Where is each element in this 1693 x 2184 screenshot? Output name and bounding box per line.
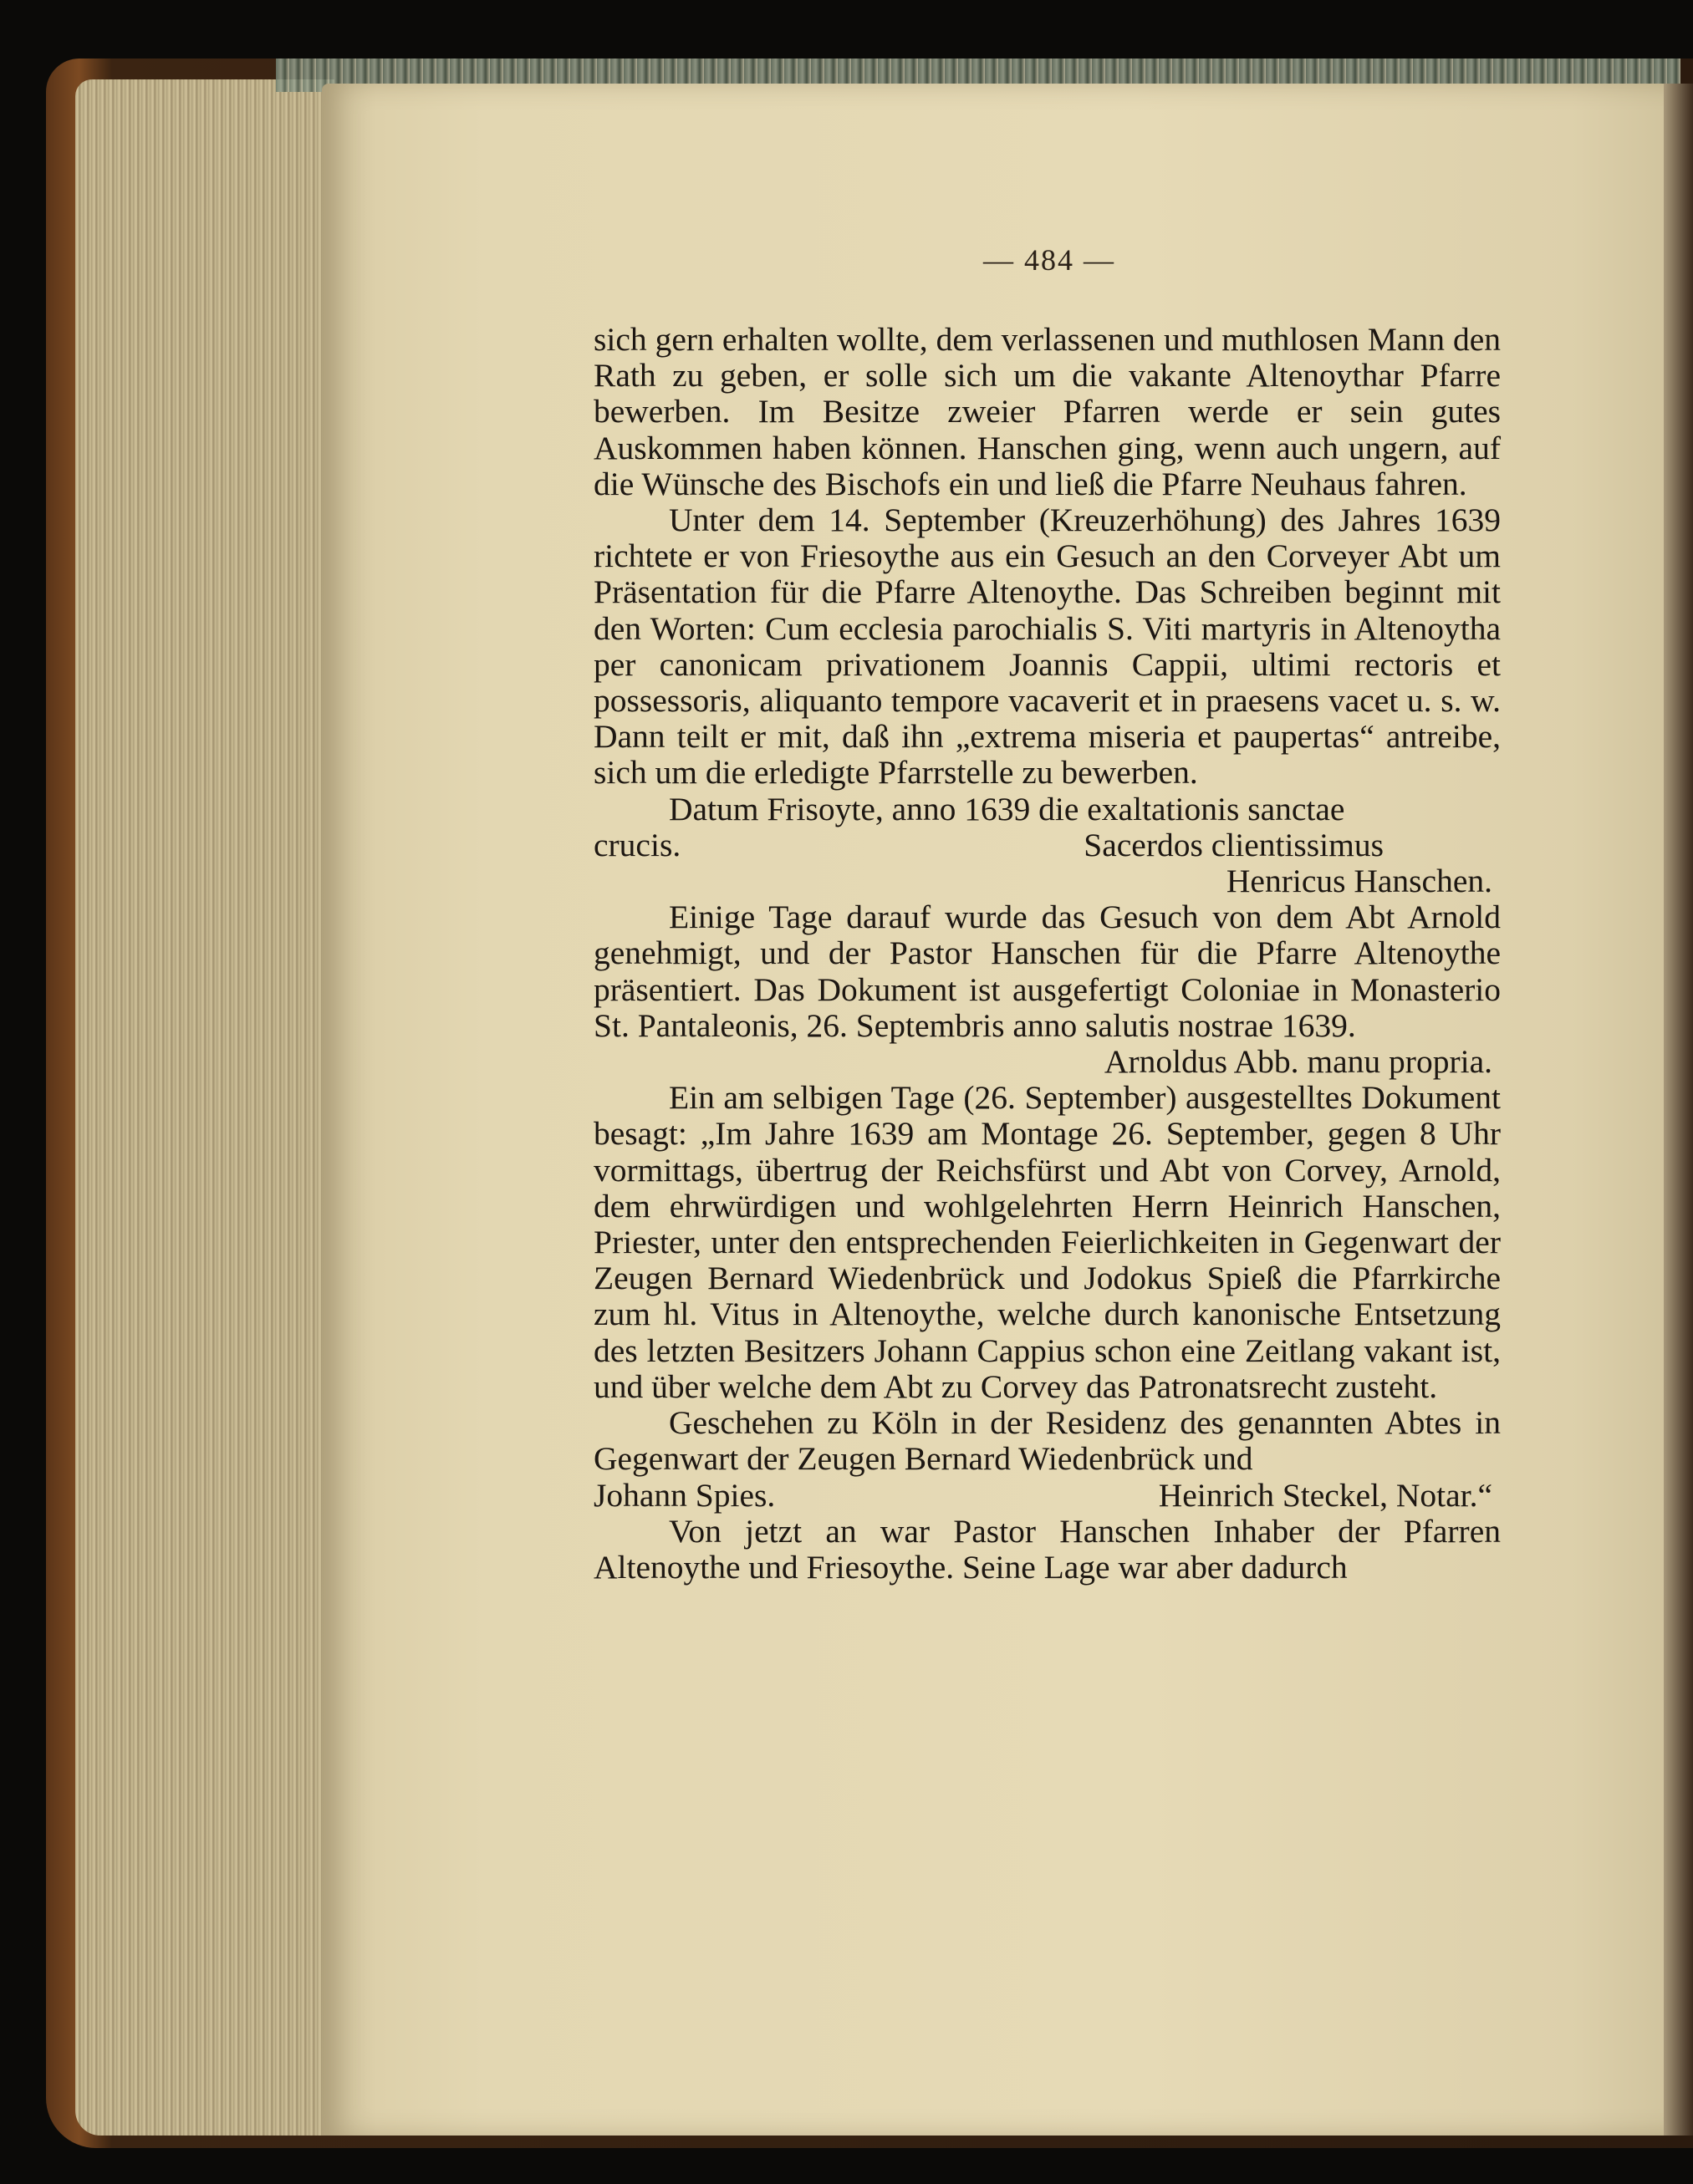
paragraph-3-line-2: [594, 827, 1501, 863]
signature-arnoldus: Arnoldus Abb. manu propria.: [1104, 1043, 1492, 1081]
paragraph-6-left: Johann Spies.: [594, 1476, 776, 1514]
paragraph-4: Einige Tage darauf wurde das Gesuch von dem Abt Arnold genehmigt, und der Pastor Hanschen für die Pfarre Altenoythe präsentiert. Das Dokument ist ausgefertigt Coloniae in Monasterio St. Pantaleonis, 26. Septembris anno salutis nostrae 1639.: [594, 899, 1501, 1044]
paragraph-3: Datum Frisoyte, anno 1639 die exaltationis sanctae: [669, 790, 1345, 827]
paragraph-7: Von jetzt an war Pastor Hanschen Inhaber der Pfarren Altenoythe und Friesoythe. Seine Lage war aber dadurch: [594, 1512, 1501, 1586]
paragraph-3-right: Sacerdos clientissimus: [1084, 826, 1384, 863]
paragraph-6-right: Heinrich Steckel, Notar.“: [1158, 1476, 1492, 1514]
signature-hanschen: Henricus Hanschen.: [1226, 863, 1492, 900]
page-number: — 484 —: [983, 243, 1115, 277]
paragraph-3-left: crucis.: [594, 826, 681, 863]
paragraph-6-signature-line: [594, 1478, 1501, 1514]
page-gutter: [1664, 84, 1693, 2136]
paragraph-6: Geschehen zu Köln in der Residenz des genannten Abtes in Gegenwart der Zeugen Bernard Wiedenbrück und: [594, 1404, 1501, 1478]
body-text: [594, 322, 1501, 1586]
paragraph-1: sich gern erhalten wollte, dem verlassenen und muthlosen Mann den Rath zu geben, er solle sich um die vakante Altenoythar Pfarre bewerben. Im Besitze zweier Pfarren werde er sein gutes Auskommen haben können. Hanschen ging, wenn auch ungern, auf die Wünsche des Bischofs ein und ließ die Pfarre Neuhaus fahren.: [594, 321, 1501, 502]
paragraph-2: Unter dem 14. September (Kreuzerhöhung) des Jahres 1639 richtete er von Friesoythe aus ein Gesuch an den Corveyer Abt um Präsentation für die Pfarre Altenoythe. Das Schreiben beginnt mit den Worten: Cum ecclesia parochialis S. Viti martyris in Altenoytha per canonicam privationem Joannis Cappii, ultimi rectoris et possessoris, aliquanto tempore vacaverit et in praesens vacet u. s. w. Dann teilt er mit, daß ihn „extrema miseria et paupertas“ antreibe, sich um die erledigte Pfarrstelle zu bewerben.: [594, 501, 1501, 792]
page-block-edge: [75, 79, 334, 2136]
paragraph-5: Ein am selbigen Tage (26. September) ausgestelltes Dokument besagt: „Im Jahre 1639 am Montage 26. September, gegen 8 Uhr vormittags, übertrug der Reichsfürst und Abt von Corvey, Arnold, dem ehrwürdigen und wohlgelehrten Herrn Heinrich Hanschen, Priester, unter den entsprechenden Feierlichkeiten in Gegenwart der Zeugen Bernard Wiedenbrück und Jodokus Spieß die Pfarrkirche zum hl. Vitus in Altenoythe, welche durch kanonische Entsetzung des letzten Besitzers Johann Cappius schon eine Zeitlang vakant ist, und über welche dem Abt zu Corvey das Patronatsrecht zusteht.: [594, 1079, 1501, 1405]
